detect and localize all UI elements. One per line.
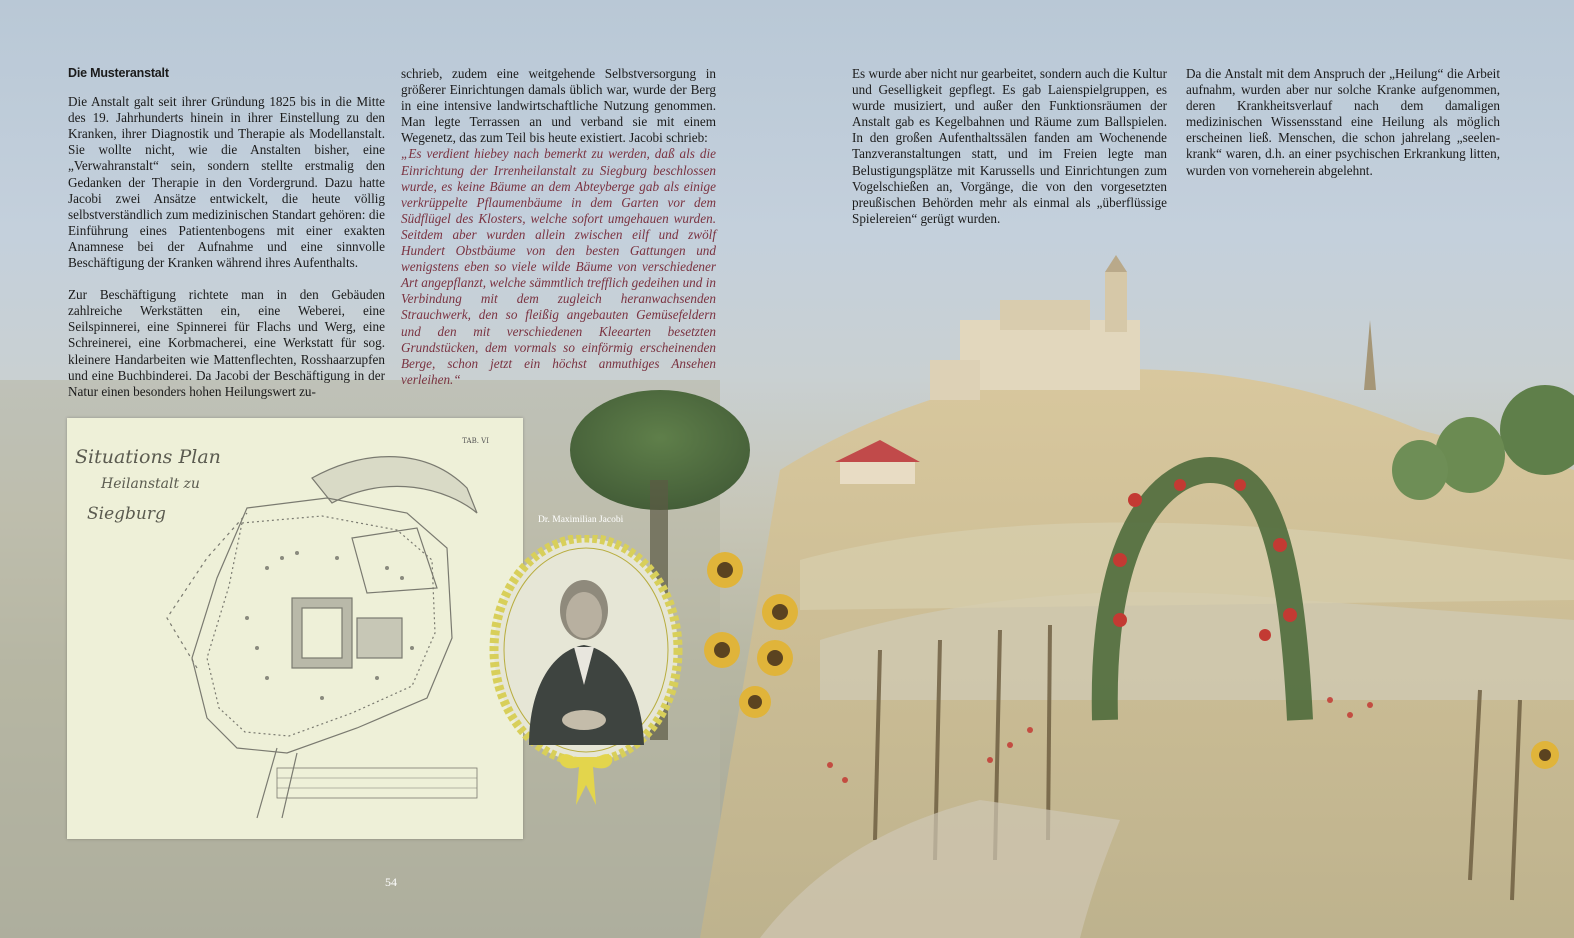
site-plan-drawing	[67, 418, 523, 839]
text-column-3	[852, 66, 1167, 227]
paragraph: Es wurde aber nicht nur gearbeitet, sondern auch die Kultur und Geselligkeit gepflegt. Es gab Laienspielgruppen, es wurde musiziert, und außer den Funktionsräumen der Anstalt gab es Kegelbahnen und Räume zum Ballspielen. In den großen Aufenthaltssälen fanden am Wochenende Tanzveranstaltungen statt, und im Freien legte man Belustigungsplätze mit Karussells und Einrichtungen zum Vogelschießen an, Vorgänge, die von den vorgesetzten preußischen Behörden mehr als einmal als „überflüssige Spielereien“ gerügt wurden.	[852, 66, 1167, 226]
portrait-caption: Dr. Maximilian Jacobi	[538, 515, 624, 525]
paragraph: schrieb, zudem eine weitgehende Selbstversorgung in größerer Einrichtungen damals üblich war, wurde der Berg in eine intensive landwirtschaftliche Nutzung genommen. Man legte Terrassen an und verband sie mit einem Wegenetz, das zum Teil bis heute existiert. Jacobi schrieb:	[401, 66, 716, 146]
paragraph: Die Anstalt galt seit ihrer Gründung 1825 bis in die Mitte des 19. Jahrhunderts hinein in ihrer Einstellung zu den Kranken, ihrer Diagnostik und Therapie als Modellanstalt. Sie wollte nicht, wie die Anstalten bisher, eine „Verwahranstalt“ sein, sondern stellte erstmalig den Gedanken der Therapie in den Vordergrund. Dazu hatte Jacobi zwei Ansätze entwickelt, die heute völlig selbstverständlich zum medizinischen Standart gehören: die Einführung eines Patientenbogens mit einer exakten Anamnese bei der Aufnahme und eine sinnvolle Beschäftigung der Kranken während ihres Aufenthalts.	[68, 94, 385, 271]
section-heading: Die Musteranstalt	[68, 66, 169, 80]
paragraph: Da die Anstalt mit dem Anspruch der „Heilung“ die Arbeit aufnahm, wurden aber nur solche Kranke aufgenommen, deren Krankheitsverlauf nach dem damaligen medizinischen Wissensstand eine Heilung als möglich erscheinen ließ. Menschen, die schon jahrelang „seelen-krank“ waren, d.h. an einer psychischen Erkrankung litten, wurden von vorneherein abgelehnt.	[1186, 66, 1500, 178]
plan-title-line2: Heilanstalt zu	[101, 476, 200, 492]
plan-tab-label: TAB. VI	[462, 437, 489, 445]
plan-title-line3: Siegburg	[87, 504, 166, 524]
site-plan-image	[67, 418, 523, 839]
text-column-1	[68, 65, 385, 400]
plan-title-line1: Situations Plan	[75, 446, 221, 468]
paragraph: Zur Beschäftigung richtete man in den Gebäuden zahlreiche Werkstätten ein, eine Weberei, eine Seilspinnerei, eine Spinnerei für Flachs und Werg, eine Schreinerei, eine Korbmacherei, eine Werkstatt für sog. kleinere Handarbeiten wie Mattenflechten, Rosshaarzupfen und eine Buchbinderei. Da Jacobi der Beschäftigung in der Natur einen besonders hohen Heilungswert zu-	[68, 287, 385, 399]
page-number: 54	[385, 875, 397, 889]
jacobi-portrait	[484, 535, 688, 815]
text-column-4	[1186, 66, 1500, 179]
text-column-2	[401, 66, 716, 388]
jacobi-quote: „Es verdient hiebey nach bemerkt zu werden, daß als die Einrichtung der Irrenheilanstalt zu Siegburg beschlossen wurde, es keine Bäume an dem Abteyberge gab als einige verkrüppelte Pflaumenbäume in dem Garten vor dem Südflügel des Klosters, welche sofort umgehauen wurden. Seitdem aber wurden allein zwischen eilf und zwölf Hundert Obstbäume von den besten Gattungen und wenigstens eben so viele wilde Bäume von verschiedener Art angepflanzt, welche sämmtlich trefflich gedeihen und in Verbindung mit dem zugleich heranwachsenden Strauchwerk, den so fleißig angebauten Gemüsefeldern und den mit verschiedenen Kleearten besetzten Grundstücken, dem vormals so einförmig erscheinenden Berge, schon jetzt ein höchst anmuthiges Ansehen verleihen.“	[401, 146, 716, 387]
